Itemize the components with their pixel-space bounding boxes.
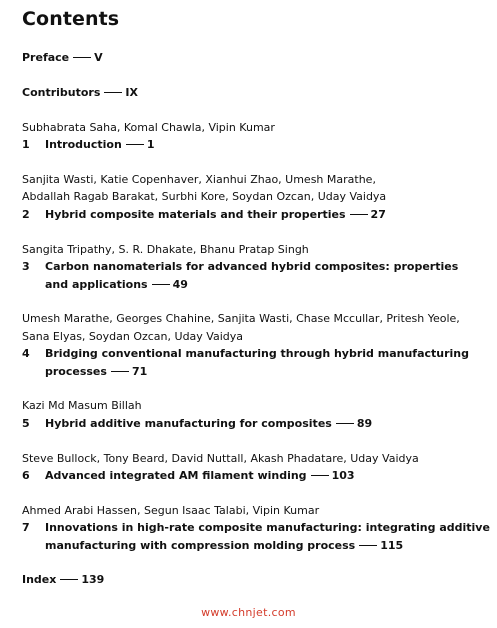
chapter-authors: Kazi Md Masum Billah (22, 399, 142, 412)
leader-dash (104, 92, 122, 93)
chapter-number: 4 (22, 347, 30, 360)
chapter-number: 1 (22, 138, 30, 151)
watermark: www.chnjet.com (201, 606, 296, 619)
chapter-authors: Steve Bullock, Tony Beard, David Nuttall, Akash Phadatare, Uday Vaidya (22, 452, 419, 465)
entry-page: IX (125, 86, 138, 99)
leader-dash (336, 423, 354, 424)
entry-page: 1 (146, 138, 155, 151)
entry-page: 49 (172, 278, 188, 291)
entry-label: Preface (22, 51, 70, 64)
entry-page: 139 (81, 573, 105, 586)
chapter-title: Introduction (45, 138, 122, 151)
chapter-number: 7 (22, 521, 30, 534)
chapter-number: 6 (22, 469, 30, 482)
entry-page: 115 (380, 539, 404, 552)
toc-entry-preface[interactable] (22, 51, 103, 65)
page-title: Contents (22, 8, 120, 30)
toc-entry-chapter-4[interactable] (22, 347, 469, 361)
leader-dash (126, 144, 144, 145)
chapter-title: Innovations in high-rate composite manufacturing: integrating additive (45, 521, 490, 534)
chapter-authors: Sangita Tripathy, S. R. Dhakate, Bhanu Pratap Singh (22, 243, 309, 256)
leader-dash (152, 284, 170, 285)
chapter-title: Advanced integrated AM filament winding (45, 469, 307, 482)
leader-dash (311, 475, 329, 476)
entry-page: V (94, 51, 103, 64)
leader-dash (60, 579, 78, 580)
toc-entry-chapter-5[interactable] (22, 417, 372, 431)
chapter-authors: Umesh Marathe, Georges Chahine, Sanjita Wasti, Chase Mccullar, Pritesh Yeole, (22, 312, 460, 325)
leader-dash (350, 214, 368, 215)
entry-label: Index (22, 573, 57, 586)
toc-entry-chapter-7[interactable] (22, 521, 490, 535)
chapter-authors: Sana Elyas, Soydan Ozcan, Uday Vaidya (22, 330, 243, 343)
chapter-authors: Subhabrata Saha, Komal Chawla, Vipin Kumar (22, 121, 275, 134)
chapter-authors: Ahmed Arabi Hassen, Segun Isaac Talabi, Vipin Kumar (22, 504, 320, 517)
chapter-authors: Abdallah Ragab Barakat, Surbhi Kore, Soydan Ozcan, Uday Vaidya (22, 190, 387, 203)
leader-dash (111, 371, 129, 372)
chapter-title: processes (45, 365, 107, 378)
chapter-title: Bridging conventional manufacturing through hybrid manufacturing (45, 347, 470, 360)
leader-dash (359, 545, 377, 546)
chapter-title: and applications (45, 278, 148, 291)
toc-entry-chapter-3-cont[interactable] (22, 278, 188, 292)
entry-page: 89 (356, 417, 373, 430)
toc-entry-chapter-6[interactable] (22, 469, 355, 483)
chapter-number: 2 (22, 208, 30, 221)
toc-entry-chapter-1[interactable] (22, 138, 154, 152)
entry-label: Contributors (22, 86, 101, 99)
chapter-number: 5 (22, 417, 30, 430)
toc-entry-chapter-7-cont[interactable] (22, 539, 403, 553)
chapter-number: 3 (22, 260, 30, 273)
toc-entry-chapter-4-cont[interactable] (22, 365, 147, 379)
entry-page: 103 (331, 469, 355, 482)
chapter-title: Hybrid additive manufacturing for composites (45, 417, 332, 430)
chapter-title: manufacturing with compression molding process (45, 539, 356, 552)
entry-page: 71 (131, 365, 148, 378)
chapter-title: Carbon nanomaterials for advanced hybrid composites: properties (45, 260, 459, 273)
toc-entry-chapter-3[interactable] (22, 260, 458, 274)
chapter-title: Hybrid composite materials and their properties (45, 208, 346, 221)
toc-entry-contributors[interactable] (22, 86, 138, 100)
toc-entry-index[interactable] (22, 573, 104, 587)
leader-dash (73, 57, 91, 58)
chapter-authors: Sanjita Wasti, Katie Copenhaver, Xianhui Zhao, Umesh Marathe, (22, 173, 376, 186)
toc-entry-chapter-2[interactable] (22, 208, 386, 222)
entry-page: 27 (370, 208, 386, 221)
